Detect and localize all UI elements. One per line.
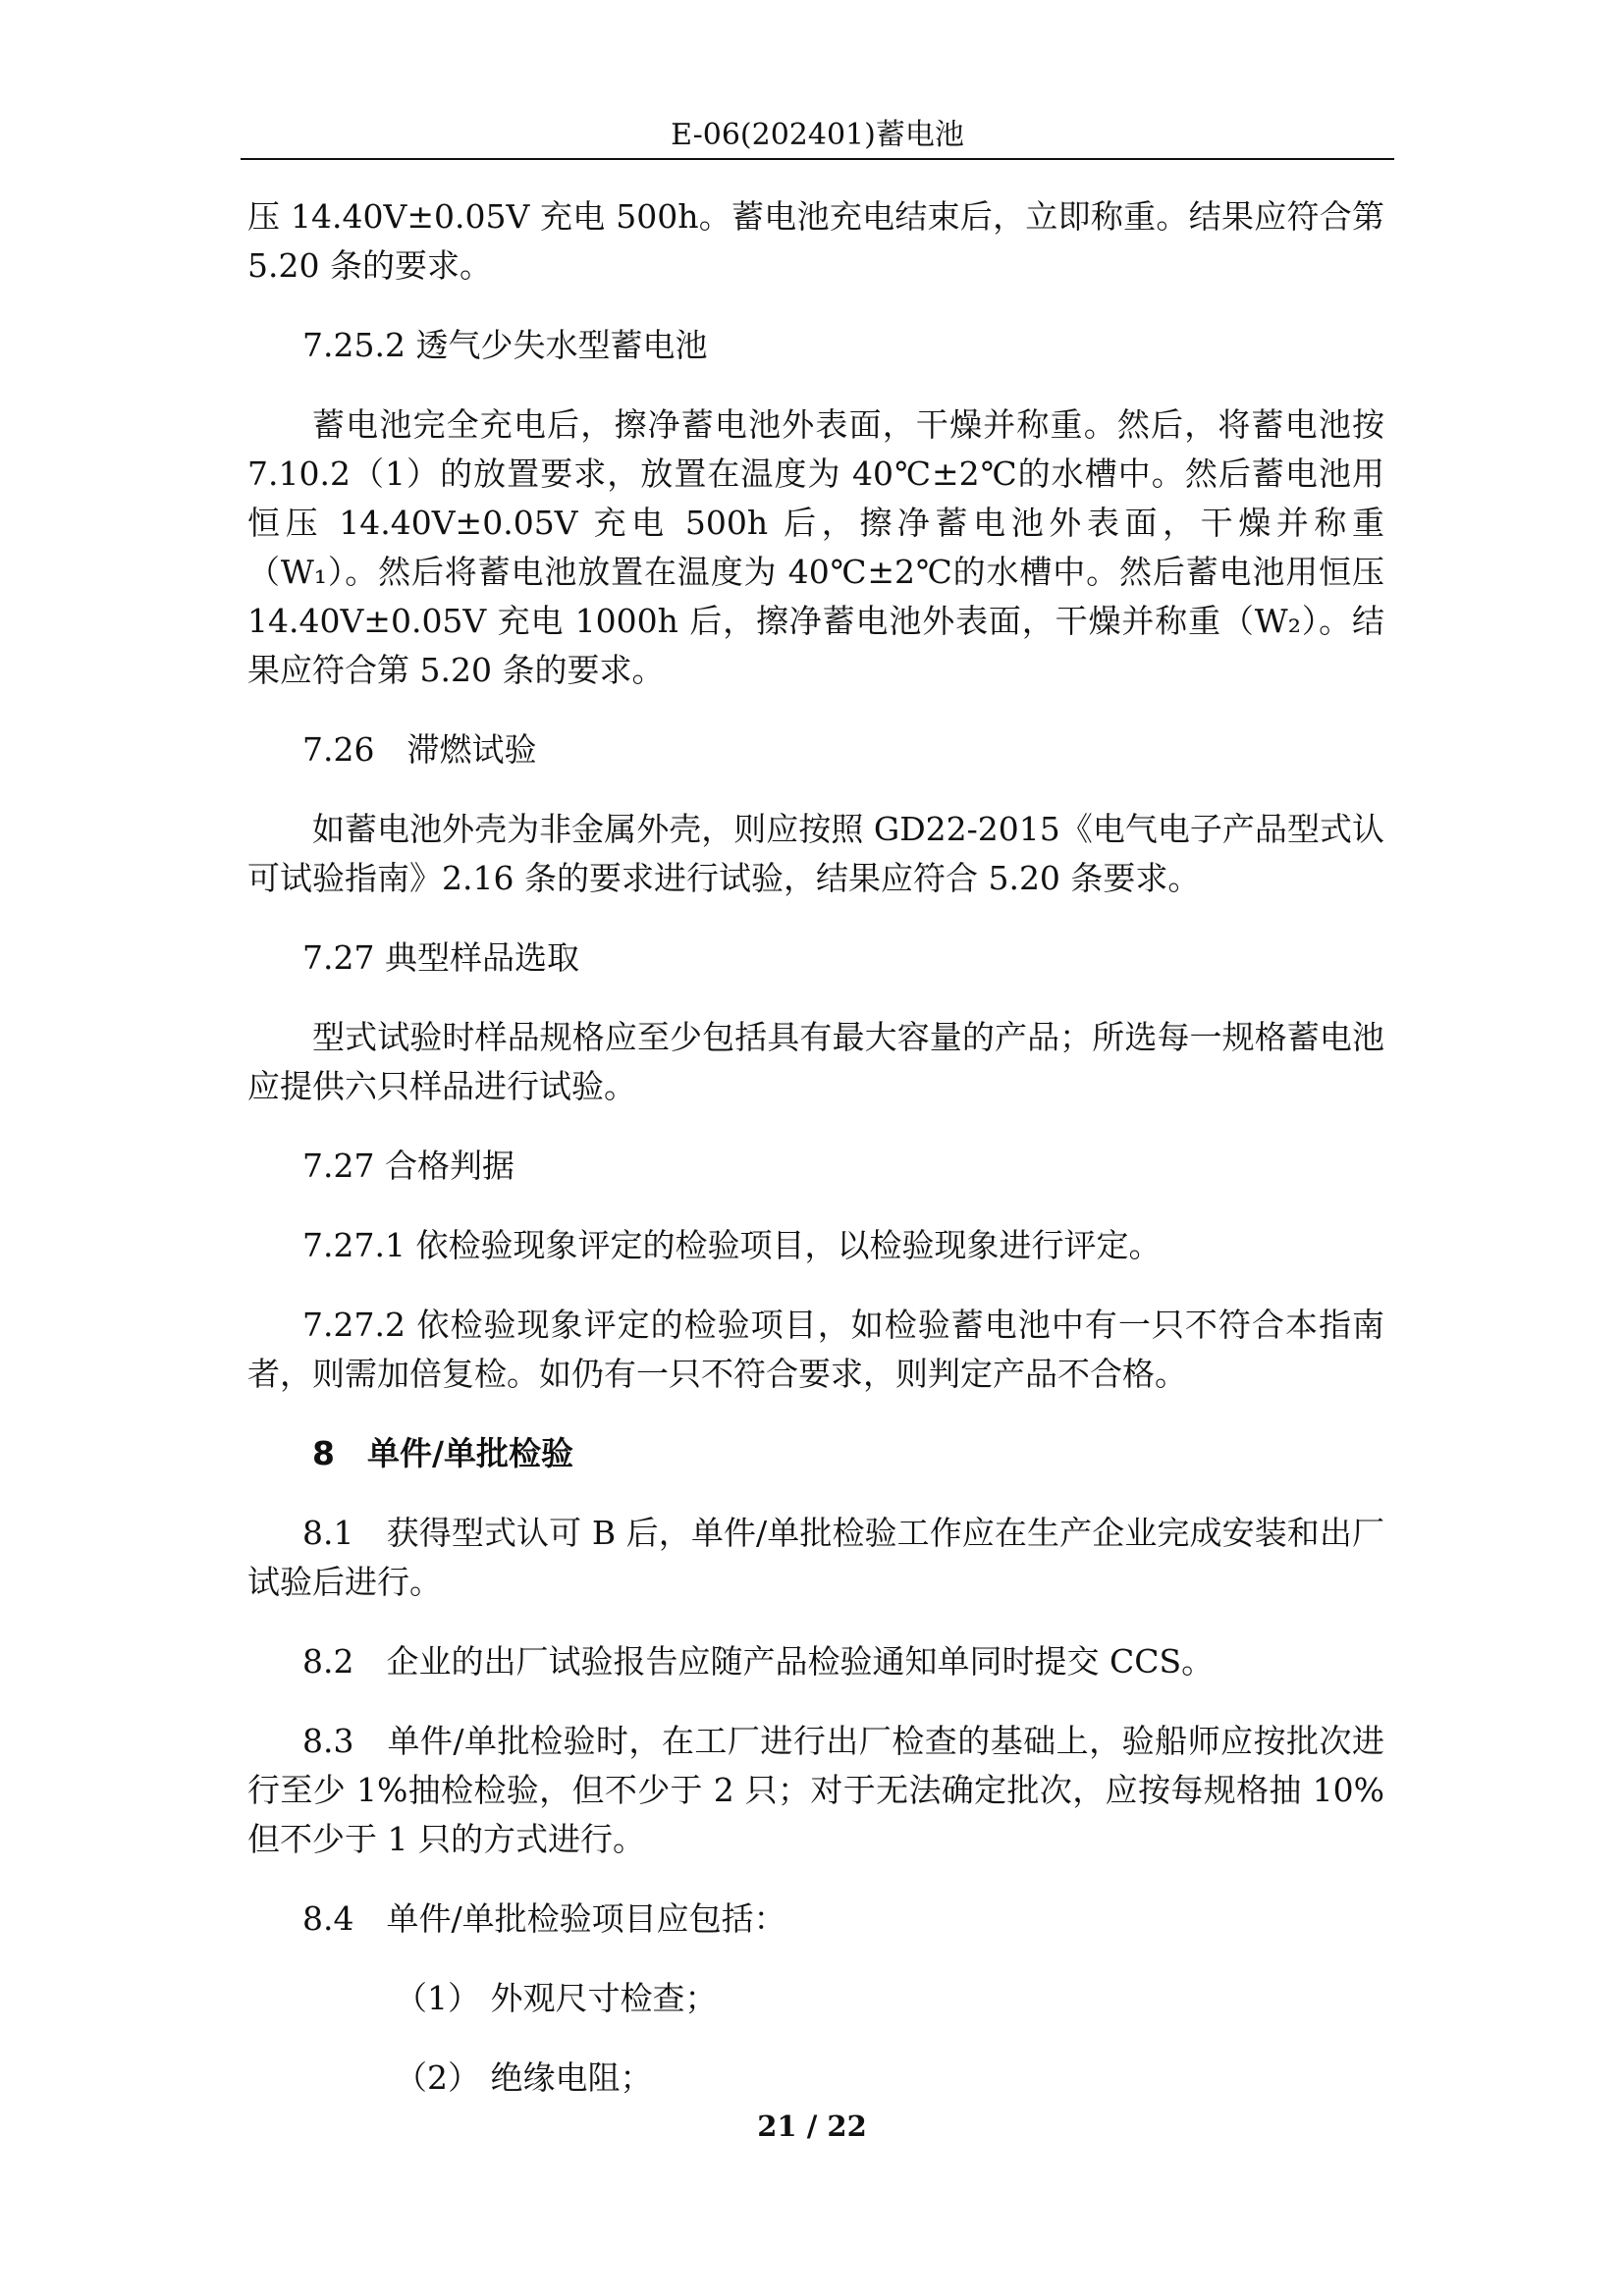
list-item: （1） 外观尺寸检查； (395, 1979, 718, 2017)
page-number: 21 / 22 (757, 2109, 867, 2143)
subsection-heading-7-27-sample: 7.27 典型样品选取 (302, 938, 579, 977)
paragraph: 7.27.2 依检验现象评定的检验项目，如检验蓄电池中有一只不符合本指南者，则需加倍复检。如仍有一只不符合要求，则判定产品不合格。 (247, 1306, 1384, 1393)
running-header: E-06(202401)蓄电池 (671, 118, 964, 152)
paragraph: 8.2 企业的出厂试验报告应随产品检验通知单同时提交 CCS。 (302, 1642, 1215, 1681)
section-heading-8: 8 单件/单批检验 (312, 1434, 574, 1472)
header-divider (241, 158, 1394, 160)
document-body (247, 192, 1384, 2103)
subsection-heading-7-27-criteria: 7.27 合格判据 (302, 1147, 514, 1185)
paragraph: 型式试验时样品规格应至少包括具有最大容量的产品；所选每一规格蓄电池应提供六只样品进行试验。 (247, 1018, 1384, 1105)
paragraph: 7.27.1 依检验现象评定的检验项目，以检验现象进行评定。 (302, 1226, 1162, 1264)
paragraph: 8.1 获得型式认可 B 后，单件/单批检验工作应在生产企业完成安装和出厂试验后进行。 (247, 1514, 1384, 1601)
subsection-heading-7-26: 7.26 滞燃试验 (302, 730, 537, 769)
paragraph: 蓄电池完全充电后，擦净蓄电池外表面，干燥并称重。然后，将蓄电池按 7.10.2（1）的放置要求，放置在温度为 40℃±2℃的水槽中。然后蓄电池用恒压 14.40V±0.05V 充电 500h 后，擦净蓄电池外表面，干燥并称重（W₁）。然后将蓄电池放置在温度为 40℃±2℃的水槽中。然后蓄电池用恒压 14.40V±0.05V 充电 1000h 后，擦净蓄电池外表面，干燥并称重（W₂）。结果应符合第 5.20 条的要求。 (247, 405, 1384, 689)
list-item: （2） 绝缘电阻； (395, 2058, 653, 2097)
paragraph: 压 14.40V±0.05V 充电 500h。蓄电池充电结束后，立即称重。结果应符合第 5.20 条的要求。 (247, 197, 1384, 285)
paragraph: 8.4 单件/单批检验项目应包括： (302, 1899, 786, 1938)
subsection-heading-7-25-2: 7.25.2 透气少失水型蓄电池 (302, 326, 708, 364)
paragraph: 8.3 单件/单批检验时，在工厂进行出厂检查的基础上，验船师应按批次进行至少 1%抽检检验，但不少于 2 只；对于无法确定批次，应按每规格抽 10%但不少于 1 只的方式进行。 (247, 1722, 1384, 1858)
paragraph: 如蓄电池外壳为非金属外壳，则应按照 GD22-2015《电气电子产品型式认可试验指南》2.16 条的要求进行试验，结果应符合 5.20 条要求。 (247, 810, 1384, 897)
